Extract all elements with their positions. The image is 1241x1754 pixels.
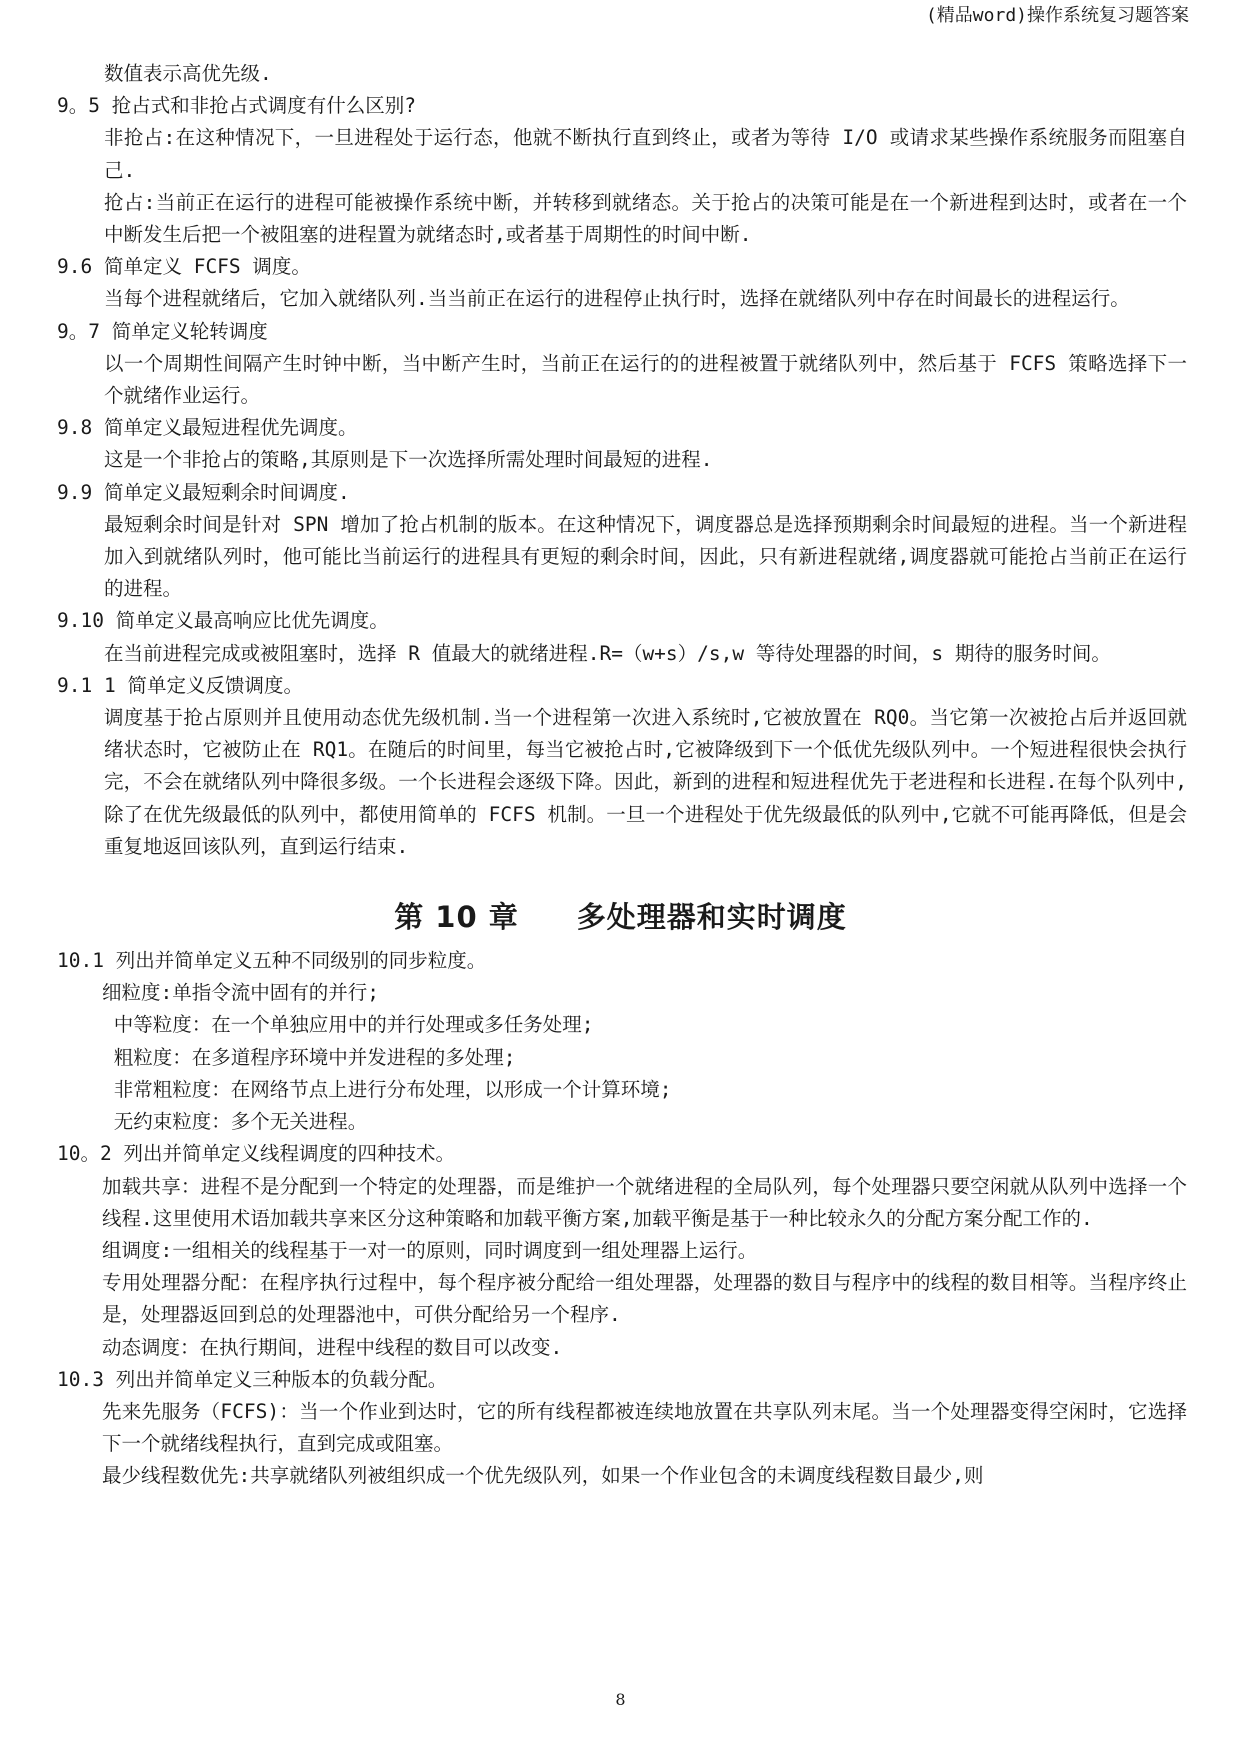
answer-paragraph: 最短剩余时间是针对 SPN 增加了抢占机制的版本。在这种情况下，调度器总是选择预期剩余时间最短的进程。当一个新进程加入到就绪队列时，他可能比当前运行的进程具有更短的剩余时间，因此，只有新进程就绪,调度器就可能抢占当前正在运行的进程。: [104, 512, 1187, 601]
question-heading: 10.3 列出并简单定义三种版本的负载分配。: [57, 1367, 448, 1391]
answer-paragraph: 无约束粒度：多个无关进程。: [102, 1110, 368, 1134]
question-heading: 9.8 简单定义最短进程优先调度。: [57, 416, 358, 440]
question-heading: 9。7 简单定义轮转调度: [57, 319, 268, 343]
answer-paragraph: 中等粒度：在一个单独应用中的并行处理或多任务处理;: [102, 1013, 594, 1037]
section-9-answers: [0, 58, 1241, 863]
answer-paragraph: 调度基于抢占原则并且使用动态优先级机制.当一个进程第一次进入系统时,它被放置在 RQ0。当它第一次被抢占后并返回就绪状态时，它被防止在 RQ1。在随后的时间里，每当它被抢占时,它被降级到下一个低优先级队列中。一个短进程很快会执行完，不会在就绪队列中降很多级。一个长进程会逐级下降。因此，新到的进程和短进程优先于老进程和长进程.在每个队列中,除了在优先级最低的队列中，都使用简单的 FCFS 机制。一旦一个进程处于优先级最低的队列中,它就不可能再降低，但是会重复地返回该队列，直到运行结束.: [104, 706, 1187, 858]
page-content: [0, 58, 1241, 1493]
section-10-answers: [0, 945, 1241, 1492]
answer-paragraph: 最少线程数优先:共享就绪队列被组织成一个优先级队列，如果一个作业包含的未调度线程数目最少,则: [102, 1464, 984, 1488]
answer-paragraph: 数值表示高优先级.: [104, 62, 272, 85]
answer-paragraph: 组调度:一组相关的线程基于一对一的原则，同时调度到一组处理器上运行。: [102, 1238, 758, 1262]
question-heading: 10。2 列出并简单定义线程调度的四种技术。: [57, 1142, 455, 1166]
question-heading: 9。5 抢占式和非抢占式调度有什么区别?: [57, 94, 416, 118]
answer-paragraph: 在当前进程完成或被阻塞时，选择 R 值最大的就绪进程.R=（w+s）/s,w 等待处理器的时间，s 期待的服务时间。: [104, 641, 1111, 665]
answer-paragraph: 动态调度：在执行期间，进程中线程的数目可以改变.: [102, 1335, 563, 1359]
answer-paragraph: 粗粒度：在多道程序环境中并发进程的多处理;: [102, 1045, 516, 1069]
question-heading: 10.1 列出并简单定义五种不同级别的同步粒度。: [57, 949, 487, 973]
answer-paragraph: 专用处理器分配：在程序执行过程中，每个程序被分配给一组处理器，处理器的数目与程序中的线程的数目相等。当程序终止是，处理器返回到总的处理器池中，可供分配给另一个程序.: [102, 1271, 1187, 1327]
chapter-title: 多处理器和实时调度: [576, 900, 847, 935]
answer-paragraph: 抢占:当前正在运行的进程可能被操作系统中断，并转移到就绪态。关于抢占的决策可能是在一个新进程到达时，或者在一个中断发生后把一个被阻塞的进程置为就绪态时,或者基于周期性的时间中断.: [104, 190, 1187, 247]
question-heading: 9.10 简单定义最高响应比优先调度。: [57, 609, 389, 633]
question-heading: 9.1 1 简单定义反馈调度。: [57, 673, 303, 697]
question-heading: 9.9 简单定义最短剩余时间调度.: [57, 480, 350, 504]
answer-paragraph: 当每个进程就绪后，它加入就绪队列.当当前正在运行的进程停止执行时，选择在就绪队列中存在时间最长的进程运行。: [104, 287, 1130, 311]
answer-paragraph: 加载共享：进程不是分配到一个特定的处理器，而是维护一个就绪进程的全局队列，每个处理器只要空闲就从队列中选择一个线程.这里使用术语加载共享来区分这种策略和加载平衡方案,加载平衡是基于一种比较永久的分配方案分配工作的.: [102, 1174, 1187, 1230]
answer-paragraph: 细粒度:单指令流中固有的并行;: [102, 981, 379, 1005]
answer-paragraph: 这是一个非抢占的策略,其原则是下一次选择所需处理时间最短的进程.: [104, 448, 713, 472]
answer-paragraph: 以一个周期性间隔产生时钟中断，当中断产生时，当前正在运行的的进程被置于就绪队列中，然后基于 FCFS 策略选择下一个就绪作业运行。: [104, 351, 1187, 408]
answer-paragraph: 先来先服务（FCFS)：当一个作业到达时，它的所有线程都被连续地放置在共享队列末尾。当一个处理器变得空闲时，它选择下一个就绪线程执行，直到完成或阻塞。: [102, 1399, 1187, 1456]
chapter-number: 第 10 章: [394, 900, 519, 935]
chapter-heading: [0, 897, 1241, 937]
running-header: (精品word)操作系统复习题答案: [925, 5, 1189, 26]
question-heading: 9.6 简单定义 FCFS 调度。: [57, 255, 311, 279]
answer-paragraph: 非常粗粒度：在网络节点上进行分布处理，以形成一个计算环境;: [102, 1077, 672, 1101]
answer-paragraph: 非抢占:在这种情况下，一旦进程处于运行态，他就不断执行直到终止，或者为等待 I/O 或请求某些操作系统服务而阻塞自己.: [104, 126, 1187, 182]
page-number: 8: [615, 1690, 626, 1709]
